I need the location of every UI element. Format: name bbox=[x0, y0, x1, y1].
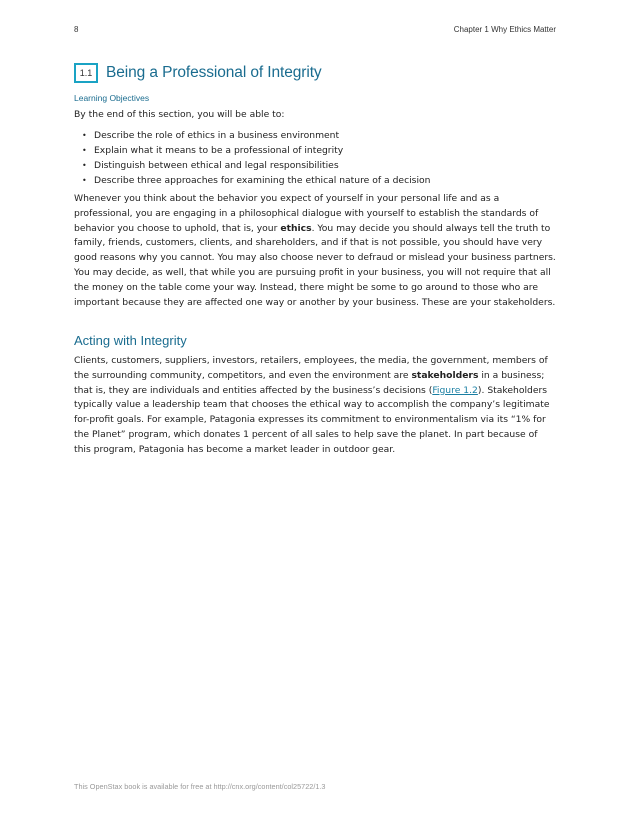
list-item: • Describe three approaches for examining the ethical nature of a decision bbox=[80, 173, 430, 188]
learning-objectives-heading: Learning Objectives bbox=[74, 93, 150, 103]
key-term-stakeholders: stakeholders bbox=[411, 369, 479, 381]
key-term-ethics: ethics bbox=[280, 222, 312, 234]
list-item: • Distinguish between ethical and legal responsibilities bbox=[80, 158, 430, 173]
section-header bbox=[74, 63, 322, 83]
list-item: • Explain what it means to be a professional of integrity bbox=[80, 143, 430, 158]
paragraph-text: in a business; that is, they are individuals and entities affected by the business’s decisions ( bbox=[74, 369, 545, 396]
paragraph-text: ). Stakeholders typically value a leadership team that chooses the ethical way to accomplish the company’s legitimate for-profit goals. For example, Patagonia expresses its commitment to environmentalism via its “1% for the Planet” program, which donates 1 percent of all sales to help save the planet. In part because of this program, Patagonia has become a market leader in outdoor gear. bbox=[74, 384, 550, 455]
list-item: • Describe the role of ethics in a business environment bbox=[80, 128, 430, 143]
integrity-paragraph bbox=[74, 354, 556, 458]
paragraph-text: . You may decide you should always tell the truth to family, friends, customers, clients, and shareholders, and if that is not possible, you should have very good reasons why you cannot. You may also choose never to defraud or mislead your business partners. You may decide, as well, that while you are pursuing profit in your business, you will not require that all the money on the table come your way. Instead, there might be some to go around to those who are important because they are affected one way or another by your business. These are your stakeholders. bbox=[74, 222, 556, 308]
page-number: 8 bbox=[74, 25, 79, 34]
footer-note: This OpenStax book is available for free at http://cnx.org/content/col25722/1.3 bbox=[74, 782, 326, 791]
section-title: Being a Professional of Integrity bbox=[106, 64, 322, 81]
paragraph-text: Whenever you think about the behavior you expect of yourself in your personal life and as a professional, you are engaging in a philosophical dialogue with yourself to establish the standards of behavior you choose to uphold, that is, your bbox=[74, 193, 539, 234]
paragraph-text: Clients, customers, suppliers, investors, retailers, employees, the media, the government, members of the surrounding community, competitors, and even the environment are bbox=[74, 355, 548, 381]
learning-objectives-list bbox=[80, 128, 430, 188]
running-head: Chapter 1 Why Ethics Matter bbox=[453, 25, 556, 34]
section-number-badge: 1.1 bbox=[74, 63, 98, 83]
figure-link[interactable]: Figure 1.2 bbox=[432, 384, 478, 396]
subsection-title: Acting with Integrity bbox=[74, 333, 187, 348]
learning-objectives-intro: By the end of this section, you will be able to: bbox=[74, 109, 285, 120]
intro-paragraph bbox=[74, 192, 556, 310]
